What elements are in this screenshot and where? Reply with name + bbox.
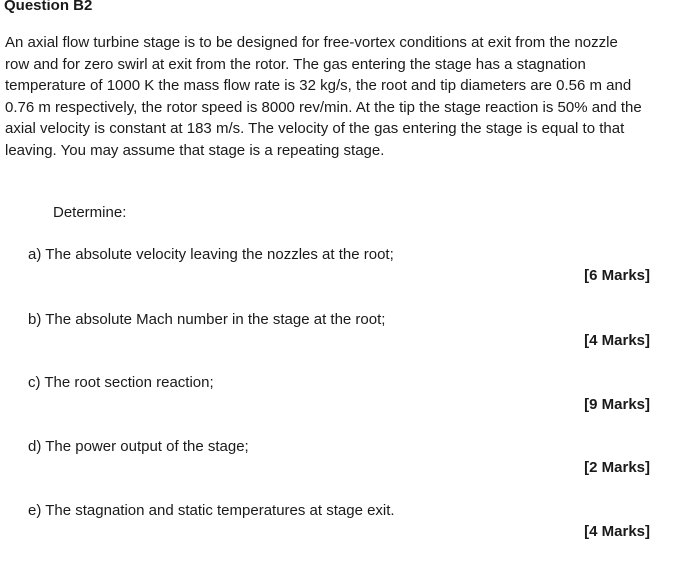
determine-label: Determine: [53,204,127,221]
part-e-text: e) The stagnation and static temperatures at stage exit. [28,502,395,519]
part-d-marks: [2 Marks] [584,459,650,476]
question-intro: An axial flow turbine stage is to be designed for free-vortex conditions at exit from the nozzle row and for zero swirl at exit from the rotor. The gas entering the stage has a stagnation temperature of 1000 K the mass flow rate is 32 kg/s, the root and tip diameters are 0.56 m and 0.76 m respectively, the rotor speed is 8000 rev/min. At the tip the stage reaction is 50% and the axial velocity is constant at 183 m/s. The velocity of the gas entering the stage is equal to that leaving. You may assume that stage is a repeating stage. [5,34,642,159]
part-a-text: a) The absolute velocity leaving the nozzles at the root; [28,246,394,263]
part-a-marks: [6 Marks] [584,267,650,284]
part-c-text: c) The root section reaction; [28,374,214,391]
part-e-marks: [4 Marks] [584,523,650,540]
part-b-marks: [4 Marks] [584,332,650,349]
question-title: Question B2 [4,0,93,14]
part-d-text: d) The power output of the stage; [28,438,249,455]
part-c-marks: [9 Marks] [584,396,650,413]
part-b-text: b) The absolute Mach number in the stage at the root; [28,311,386,328]
